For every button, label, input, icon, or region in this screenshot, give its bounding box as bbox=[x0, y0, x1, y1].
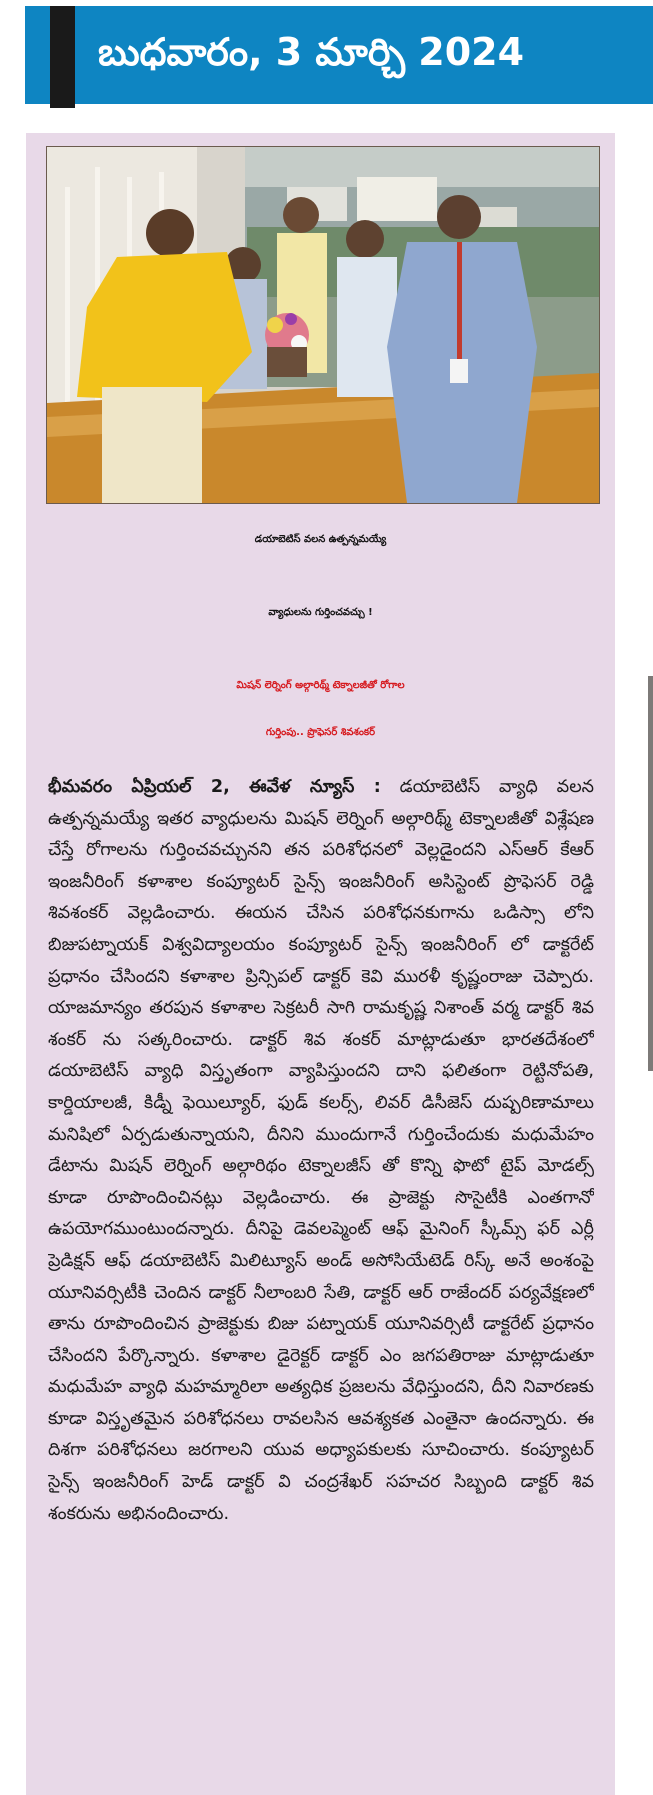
headline-line-2: వ్యాధులను గుర్తించవచ్చు ! bbox=[268, 607, 373, 618]
subheadline-line-1: మిషన్ లెర్నింగ్ అల్గారిథ్మ్ టెక్నాలజీతో రోగాల bbox=[236, 680, 405, 691]
adjacent-page-edge bbox=[648, 676, 653, 1071]
article-body bbox=[48, 772, 594, 1782]
dateline: భీమవరం ఏప్రియల్ 2, ఈవేళ న్యూస్ : bbox=[48, 777, 381, 797]
person-right-center bbox=[337, 257, 397, 397]
news-photo bbox=[46, 146, 600, 504]
issue-date: బుధవారం, 3 మార్చి 2024 bbox=[98, 30, 525, 74]
subheadline-line-2: గుర్తింపు.. ప్రొఫెసర్ శివశంకర్ bbox=[265, 727, 376, 738]
headline-line-1: డయాబెటిస్ వలన ఉత్పన్నమయ్యే bbox=[254, 534, 387, 545]
article-body-text: డయాబెటిస్ వ్యాధి వలన ఉత్పన్నమయ్యే ఇతర వ్యాధులను మిషన్ లెర్నింగ్ అల్గారిథ్మ్ టెక్నాలజీతో విశ్లేషణ చేస్తే రోగాలను గుర్తించవచ్చునని తన పరిశోధనలో వెల్లడైందని ఎస్ఆర్ కేఆర్ ఇంజనీరింగ్ కళాశాల కంప్యూటర్ సైన్స్ ఇంజనీరింగ్ అసిస్టెంట్ ప్రొఫెసర్ రెడ్డి శివశంకర్ వెల్లడించారు. ఈయన చేసిన పరిశోధనకుగాను ఒడిస్సా లోని బిజుపట్నాయక్ విశ్వవిద్యాలయం కంప్యూటర్ సైన్స్ ఇంజనీరింగ్ లో డాక్టరేట్ ప్రధానం చేసిందని కళాశాల ప్రిన్సిపల్ డాక్టర్ కెవి మురళీ కృష్ణంరాజు చెప్పారు. యాజమాన్యం తరపున కళాశాల సెక్రటరీ సాగి రామకృష్ణ నిశాంత్ వర్మ డాక్టర్ శివ శంకర్ ను సత్కరించారు. డాక్టర్ శివ శంకర్ మాట్లాడుతూ భారతదేశంలో డయాబెటిస్ వ్యాధి విస్తృతంగా వ్యాపిస్తుందని దాని ఫలితంగా రెట్టినోపతి, కార్డియాలజీ, కిడ్నీ ఫెయిల్యూర్, ఫుడ్ కలర్స్, లివర్ డిసీజెస్ దుష్పరిణామాలు మనిషిలో ఏర్పడుతున్నాయని, దీనిని ముందుగానే గుర్తించేందుకు మధుమేహం డేటాను మిషన్ లెర్నింగ్ అల్గారిథం టెక్నాలజీస్ తో కొన్ని ఫొటో టైప్ మోడల్స్ కూడా రూపొందించినట్లు వెల్లడించారు. ఈ ప్రాజెక్టు సొసైటీకి ఎంతగానో ఉపయోగముంటుందన్నారు. దీనిపై డెవలప్మెంట్ ఆఫ్ మైనింగ్ స్కీమ్స్ ఫర్ ఎర్లీ ప్రెడిక్షన్ ఆఫ్ డయాబెటిస్ మిలిట్యూస్ అండ్ అసోసియేటెడ్ రిస్క్ అనే అంశంపై యూనివర్సిటీకి చెందిన డాక్టర్ నీలాంబరి సేతి, డాక్టర్ ఆర్ రాజేందర్ పర్యవేక్షణలో తాను రూపొందించిన ప్రాజెక్టుకు బిజు పట్నాయక్ యూనివర్సిటీ డాక్టరేట్ ప్రధానం చేసిందని పేర్కొన్నారు. కళాశాల డైరెక్టర్ డాక్టర్ ఎం జగపతిరాజు మాట్లాడుతూ మధుమేహ వ్యాధి మహమ్మారిలా అత్యధిక ప్రజలను వేధిస్తుందని, దీని నివారణకు కూడా విస్తృతమైన పరిశోధనలు రావలసిన ఆవశ్యకత ఎంతైనా ఉందన్నారు. ఈ దిశగా పరిశోధనలు జరగాలని యువ అధ్యాపకులకు సూచించారు. కంప్యూటర్ సైన్స్ ఇంజనీరింగ్ హెడ్ డాక్టర్ వి చంద్రశేఖర్ సహచర సిబ్బంది డాక్టర్ శివ శంకరును అభినందించారు. bbox=[48, 777, 594, 1524]
banner-accent-stripe bbox=[50, 6, 75, 108]
